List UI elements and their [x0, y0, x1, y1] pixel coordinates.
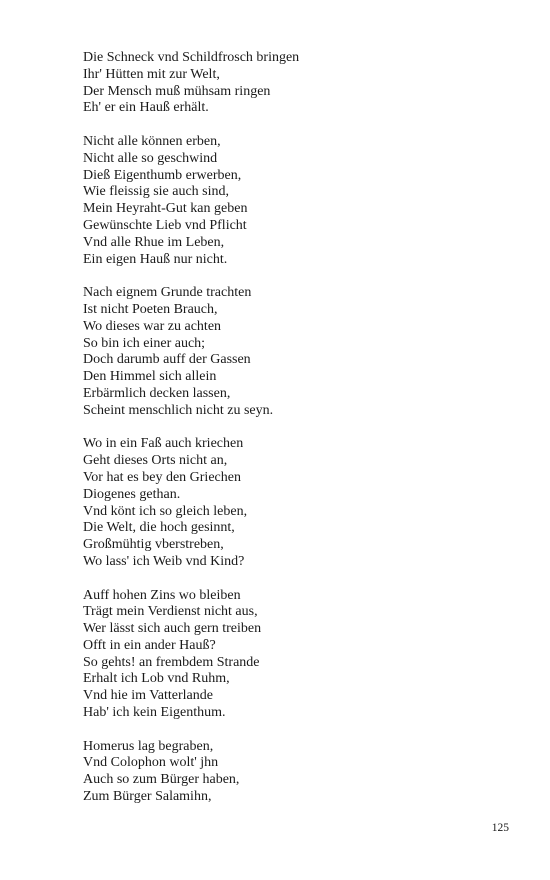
poem-line: Den Himmel sich allein	[83, 369, 217, 385]
poem-line: Vnd alle Rhue im Leben,	[83, 234, 225, 250]
stanza	[83, 436, 503, 570]
poem-line: Diogenes gethan.	[83, 486, 181, 502]
poem-line: Wo in ein Faß auch kriechen	[83, 436, 244, 452]
poem-line: Vnd könt ich so gleich leben,	[83, 503, 248, 519]
poem-line: Auff hohen Zins wo bleiben	[83, 587, 241, 603]
poem-line: So gehts! an frembdem Strande	[83, 654, 260, 670]
stanza	[83, 134, 503, 268]
stanza	[83, 739, 503, 806]
poem-line: Wo lass' ich Weib vnd Kind?	[83, 553, 245, 569]
stanza	[83, 588, 503, 722]
stanza	[83, 285, 503, 419]
poem-line: Die Welt, die hoch gesinnt,	[83, 520, 235, 536]
page-number: 125	[491, 822, 509, 834]
poem-line: Zum Bürger Salamihn,	[83, 789, 212, 805]
poem-line: Der Mensch muß mühsam ringen	[83, 83, 271, 99]
poem-line: Dieß Eigenthumb erwerben,	[83, 167, 242, 183]
poem-line: Auch so zum Bürger haben,	[83, 772, 240, 788]
poem-line: Erbärmlich decken lassen,	[83, 385, 231, 401]
poem-line: Wer lässt sich auch gern treiben	[83, 621, 262, 637]
poem-line: Ist nicht Poeten Brauch,	[83, 301, 218, 317]
poem	[83, 50, 503, 823]
poem-line: Vnd hie im Vatterlande	[83, 688, 213, 704]
poem-line: Gewünschte Lieb vnd Pflicht	[83, 217, 247, 233]
poem-line: Nicht alle so geschwind	[83, 150, 218, 166]
poem-line: Offt in ein ander Hauß?	[83, 637, 216, 653]
poem-line: Nach eignem Grunde trachten	[83, 285, 252, 301]
poem-line: Nicht alle können erben,	[83, 133, 221, 149]
poem-line: Geht dieses Orts nicht an,	[83, 453, 228, 469]
poem-line: Wo dieses war zu achten	[83, 318, 222, 334]
poem-line: Scheint menschlich nicht zu seyn.	[83, 402, 274, 418]
poem-line: Ihr' Hütten mit zur Welt,	[83, 66, 220, 82]
poem-line: So bin ich einer auch;	[83, 335, 206, 351]
poem-line: Doch darumb auff der Gassen	[83, 352, 251, 368]
poem-line: Wie fleissig sie auch sind,	[83, 184, 230, 200]
poem-line: Eh' er ein Hauß erhält.	[83, 100, 209, 116]
poem-line: Großmühtig vberstreben,	[83, 537, 224, 553]
poem-line: Ein eigen Hauß nur nicht.	[83, 251, 228, 267]
poem-line: Vnd Colophon wolt' jhn	[83, 755, 219, 771]
poem-line: Die Schneck vnd Schildfrosch bringen	[83, 50, 300, 65]
poem-line: Mein Heyraht-Gut kan geben	[83, 201, 248, 217]
poem-line: Hab' ich kein Eigenthum.	[83, 705, 226, 721]
poem-line: Trägt mein Verdienst nicht aus,	[83, 604, 258, 620]
poem-line: Vor hat es bey den Griechen	[83, 469, 241, 485]
stanza	[83, 50, 503, 117]
poem-line: Homerus lag begraben,	[83, 738, 214, 754]
poem-line: Erhalt ich Lob vnd Ruhm,	[83, 671, 230, 687]
